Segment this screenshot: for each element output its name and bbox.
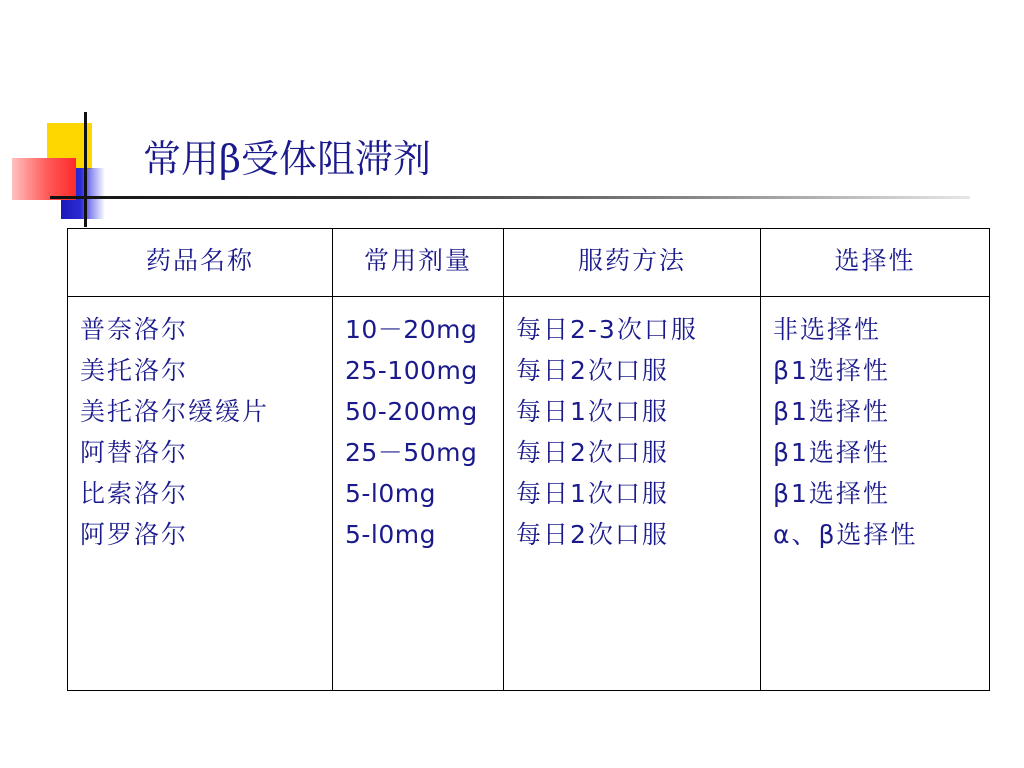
dose-cell: [333, 297, 504, 691]
selectivity-cell: [761, 297, 990, 691]
drug-name: 比索洛尔: [80, 479, 189, 508]
drug-name: 美托洛尔: [80, 356, 189, 385]
method-value: 每日2次口服: [516, 520, 669, 549]
title-underline: [50, 196, 970, 199]
dose-value: 5-l0mg: [345, 479, 437, 508]
header-drug-name: 药品名称: [68, 229, 333, 297]
slide-title: 常用β受体阻滞剂: [143, 137, 431, 181]
selectivity-value: 非选择性: [773, 315, 882, 344]
method-cell: [504, 297, 761, 691]
header-selectivity: 选择性: [761, 229, 990, 297]
header-method: 服药方法: [504, 229, 761, 297]
drug-name: 阿罗洛尔: [80, 520, 189, 549]
drug-name: 阿替洛尔: [80, 438, 189, 467]
selectivity-value: β1选择性: [773, 397, 890, 426]
method-value: 每日2次口服: [516, 356, 669, 385]
table-body-row: [68, 297, 990, 691]
method-value: 每日1次口服: [516, 397, 669, 426]
drug-name: 普奈洛尔: [80, 315, 189, 344]
logo-red-square: [12, 158, 76, 200]
dose-value: 25－50mg: [345, 438, 478, 467]
selectivity-value: β1选择性: [773, 479, 890, 508]
drug-table: [67, 228, 990, 691]
selectivity-value: α、β选择性: [773, 520, 918, 549]
logo-vertical-line: [84, 112, 87, 227]
table-header-row: [68, 229, 990, 297]
dose-value: 50-200mg: [345, 397, 478, 426]
selectivity-value: β1选择性: [773, 356, 890, 385]
drug-name: 美托洛尔缓缓片: [80, 397, 270, 426]
dose-value: 25-100mg: [345, 356, 478, 385]
dose-value: 10－20mg: [345, 315, 478, 344]
method-value: 每日1次口服: [516, 479, 669, 508]
drug-name-cell: [68, 297, 333, 691]
dose-value: 5-l0mg: [345, 520, 437, 549]
header-dose: 常用剂量: [333, 229, 504, 297]
method-value: 每日2-3次口服: [516, 315, 698, 344]
selectivity-value: β1选择性: [773, 438, 890, 467]
method-value: 每日2次口服: [516, 438, 669, 467]
